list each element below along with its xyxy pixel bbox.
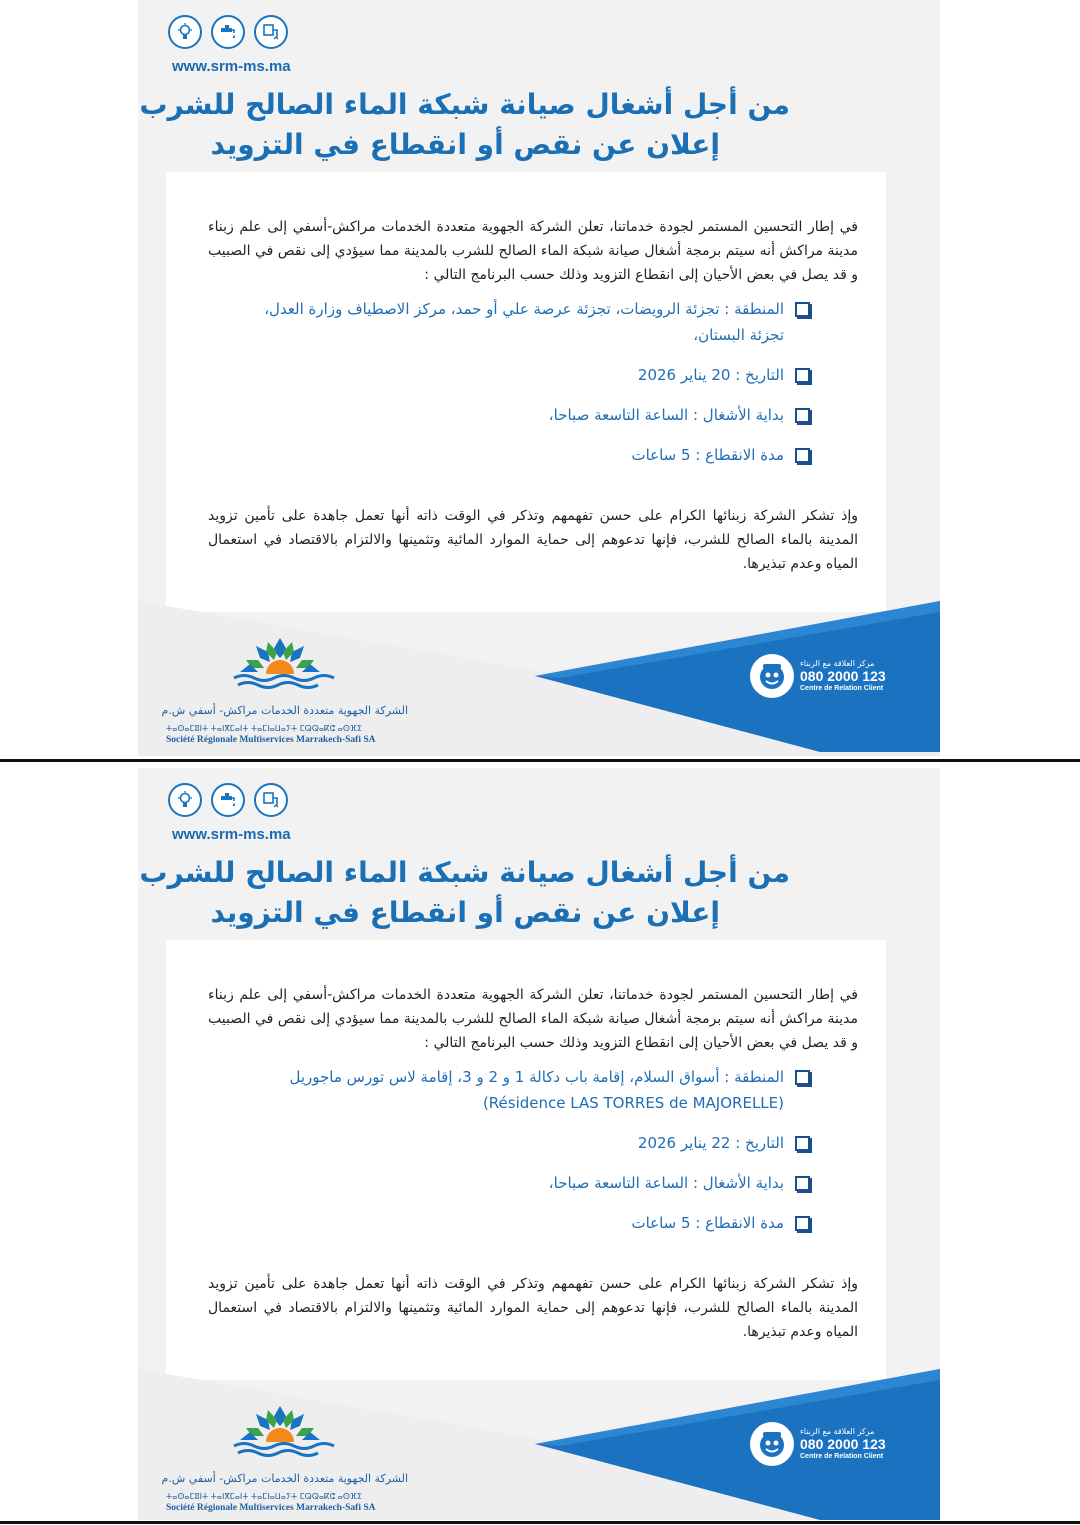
- start-time-text: بداية الأشغال : الساعة التاسعة صباحا،: [548, 1174, 784, 1192]
- customer-hotline: [750, 654, 886, 698]
- company-name-ar: الشركة الجهوية متعددة الخدمات مراكش- أسفي ش.م: [161, 704, 408, 717]
- closing-paragraph: وإذ تشكر الشركة زبنائها الكرام على حسن تفهمهم وتذكر في الوقت ذاته أنها تعمل جاهدة على تأمين تزويد المدينة بالماء الصالح للشرب، فإنها تدعوهم إلى حماية الموارد المائية وتثمينها والالتزام بالاقتصاد في استعمال المياه وعدم تبذيرها.: [208, 508, 858, 572]
- zone-text: المنطقة : تجزئة الرويضات، تجزئة عرصة علي أو حمد، مركز الاصطياف وزارة العدل، تجزئة البستان،: [264, 300, 784, 344]
- duration-text: مدة الانقطاع : 5 ساعات: [631, 1214, 784, 1232]
- company-name-ar: الشركة الجهوية متعددة الخدمات مراكش- أسفي ش.م: [161, 1472, 408, 1485]
- start-time-text: بداية الأشغال : الساعة التاسعة صباحا،: [548, 406, 784, 424]
- notice-title-line1: من أجل أشغال صيانة شبكة الماء الصالح للشرب: [139, 856, 790, 889]
- footer-band: [0, 768, 1080, 1525]
- customer-hotline: [750, 1422, 886, 1466]
- date-text: التاريخ : 20 يناير 2026: [637, 366, 784, 384]
- mascot-icon: [750, 1422, 794, 1466]
- hotline-number: 080 2000 123: [800, 1436, 886, 1452]
- hotline-label-ar: مركز العلاقة مع الزبناء: [800, 1427, 875, 1436]
- mascot-icon: [750, 654, 794, 698]
- website-url: www.srm-ms.ma: [172, 58, 291, 75]
- srm-logo-icon: [215, 1404, 345, 1468]
- company-name-tifinagh: ⵜⴰⵙⴰⵎⵓⵏⵜ ⵜⴰⵏⴳⵎⴰⵏⵜ ⵜⴰⵎⵏⴰⵡⴰⵢⵜ ⵎⵕⵕⴰⴽⵛ ⴰⵙⴼⵉ: [166, 1492, 362, 1501]
- footer-band: [0, 0, 1080, 756]
- srm-logo-icon: [215, 636, 345, 700]
- page-separator: [0, 1520, 1080, 1525]
- hotline-label-ar: مركز العلاقة مع الزبناء: [800, 659, 875, 668]
- closing-paragraph: وإذ تشكر الشركة زبنائها الكرام على حسن تفهمهم وتذكر في الوقت ذاته أنها تعمل جاهدة على تأمين تزويد المدينة بالماء الصالح للشرب، فإنها تدعوهم إلى حماية الموارد المائية وتثمينها والالتزام بالاقتصاد في استعمال المياه وعدم تبذيرها.: [208, 1276, 858, 1340]
- notice-page-1: [0, 0, 1080, 756]
- company-name-tifinagh: ⵜⴰⵙⴰⵎⵓⵏⵜ ⵜⴰⵏⴳⵎⴰⵏⵜ ⵜⴰⵎⵏⴰⵡⴰⵢⵜ ⵎⵕⵕⴰⴽⵛ ⴰⵙⴼⵉ: [166, 724, 362, 733]
- duration-text: مدة الانقطاع : 5 ساعات: [631, 446, 784, 464]
- company-name-fr: Société Régionale Multiservices Marrakech-Safi SA: [166, 1503, 376, 1513]
- notice-title-line2: إعلان عن نقص أو انقطاع في التزويد: [210, 896, 720, 929]
- company-name-fr: Société Régionale Multiservices Marrakech-Safi SA: [166, 735, 376, 745]
- zone-text: المنطقة : أسواق السلام، إقامة باب دكالة 1 و 2 و 3، إقامة لاس تورس ماجوريل (Résidence LAS TORRES de MAJORELLE): [289, 1068, 784, 1112]
- hotline-label-fr: Centre de Relation Client: [800, 685, 884, 692]
- date-text: التاريخ : 22 يناير 2026: [637, 1134, 784, 1152]
- hotline-label-fr: Centre de Relation Client: [800, 1453, 884, 1460]
- intro-paragraph: في إطار التحسين المستمر لجودة خدماتنا، تعلن الشركة الجهوية متعددة الخدمات مراكش-أسفي إلى علم زبناء مدينة مراكش أنه سيتم برمجة أشغال صيانة شبكة الماء الصالح للشرب بالمدينة مما سيؤدي إلى نقص في الصبيب و قد يصل في بعض الأحيان إلى انقطاع التزويد وذلك حسب البرنامج التالي :: [208, 219, 858, 283]
- notice-title-line2: إعلان عن نقص أو انقطاع في التزويد: [210, 128, 720, 161]
- hotline-number: 080 2000 123: [800, 668, 886, 684]
- page-separator: [0, 756, 1080, 768]
- notice-page-2: [0, 768, 1080, 1525]
- notice-title-line1: من أجل أشغال صيانة شبكة الماء الصالح للشرب: [139, 88, 790, 121]
- intro-paragraph: في إطار التحسين المستمر لجودة خدماتنا، تعلن الشركة الجهوية متعددة الخدمات مراكش-أسفي إلى علم زبناء مدينة مراكش أنه سيتم برمجة أشغال صيانة شبكة الماء الصالح للشرب بالمدينة مما سيؤدي إلى نقص في الصبيب و قد يصل في بعض الأحيان إلى انقطاع التزويد وذلك حسب البرنامج التالي :: [208, 987, 858, 1051]
- website-url: www.srm-ms.ma: [172, 826, 291, 843]
